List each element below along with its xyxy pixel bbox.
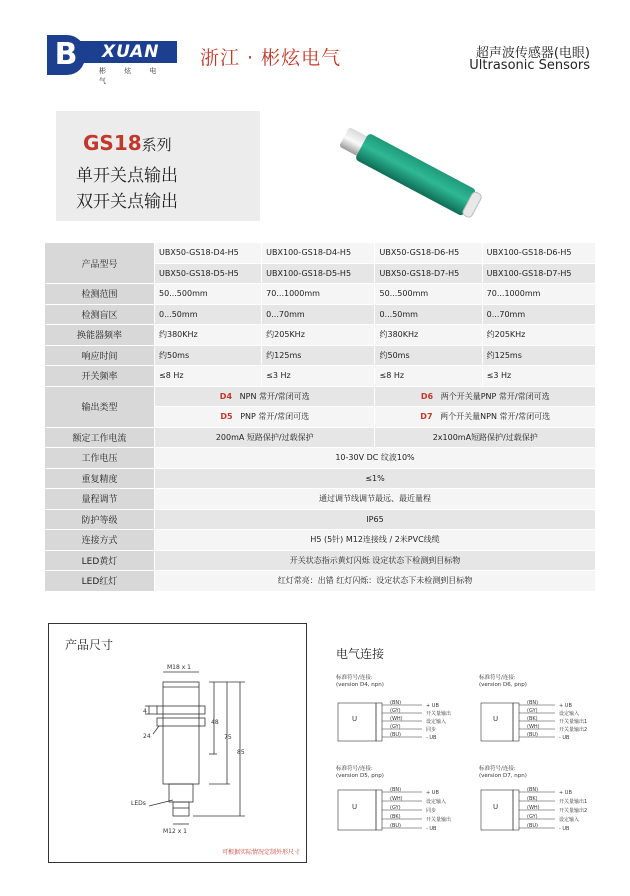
row-label: 检测范围 — [45, 284, 155, 305]
table-row — [45, 345, 596, 366]
row-label: 输出类型 — [45, 386, 155, 427]
row-label: LED黄灯 — [45, 550, 155, 571]
value-cell: ≤8 Hz — [375, 366, 482, 387]
signal-label: 开关量输出2 — [559, 808, 588, 814]
output-d4 — [155, 386, 375, 407]
row-label: 工作电压 — [45, 448, 155, 469]
signal-label: - UB — [559, 826, 570, 832]
signal-label: 同步 — [426, 727, 437, 733]
output-d5 — [155, 407, 375, 428]
table-row — [45, 366, 596, 387]
table-row — [45, 243, 596, 264]
row-label: 换能器频率 — [45, 325, 155, 346]
wiring-title-cn: 标准符号/连接: — [479, 675, 516, 681]
output-code: D5 — [220, 412, 233, 422]
signal-label: + UB — [559, 790, 572, 796]
wiring-title-cn: 标准符号/连接: — [479, 766, 516, 772]
table-row — [45, 509, 596, 530]
output-d6 — [375, 386, 596, 407]
dimension-drawing — [49, 624, 308, 864]
spec-table — [44, 242, 596, 592]
signal-label: 开关量输出2 — [559, 727, 588, 733]
electrical-title: 电气连接 — [336, 647, 385, 661]
pin-label: (BU) — [390, 732, 401, 738]
thread-top-label: M18 x 1 — [167, 664, 191, 671]
pin-label: (WH) — [390, 716, 403, 722]
series-code: GS18 — [83, 131, 142, 155]
table-row — [45, 530, 596, 551]
pin-label: (BK) — [390, 814, 401, 820]
table-row — [45, 571, 596, 592]
wiring-title-en: (version D7, npn) — [479, 772, 527, 779]
signal-label: - UB — [426, 826, 437, 832]
table-row — [45, 386, 596, 407]
value-cell: ≤3 Hz — [262, 366, 375, 387]
pin-label: (BU) — [527, 732, 538, 738]
value-cell: 0...50mm — [155, 304, 262, 325]
series-title — [83, 131, 172, 155]
pin-label: (WH) — [390, 796, 403, 802]
model-cell: UBX100-GS18-D6-H5 — [482, 243, 595, 264]
value-cell: 约50ms — [155, 345, 262, 366]
value-cell: 50...500mm — [375, 284, 482, 305]
dim-4-label: 4 — [143, 708, 147, 715]
leds-label: LEDs — [131, 800, 146, 807]
thread-bottom-label: M12 x 1 — [163, 828, 187, 835]
pin-label: (BK) — [527, 796, 538, 802]
value-cell: IP65 — [155, 509, 596, 530]
row-label: 连接方式 — [45, 530, 155, 551]
table-row — [45, 325, 596, 346]
output-text: NPN 常开/常闭可选 — [239, 391, 310, 401]
signal-label: 设定输入 — [426, 719, 447, 725]
wiring-svg — [336, 766, 476, 846]
dim-24-label: 24 — [143, 733, 151, 740]
output-d7 — [375, 407, 596, 428]
value-cell: 2x100mA短路保护/过载保护 — [375, 427, 596, 448]
row-label: 产品型号 — [45, 243, 155, 284]
wiring-diagram-d7 — [479, 766, 619, 846]
table-row — [45, 284, 596, 305]
pin-label: (WH) — [527, 805, 540, 811]
value-cell: 通过调节线调节最远、最近量程 — [155, 489, 596, 510]
output-code: D6 — [420, 391, 434, 401]
symbol-u: U — [493, 715, 499, 723]
intro-line-1: 单开关点输出 — [76, 166, 178, 186]
symbol-u: U — [352, 803, 358, 811]
value-cell: ≤3 Hz — [482, 366, 595, 387]
output-code: D4 — [219, 391, 233, 401]
row-label: 重复精度 — [45, 468, 155, 489]
dimension-panel — [48, 623, 307, 863]
signal-label: 开关量输出 — [426, 711, 452, 717]
wiring-title-cn: 标准符号/连接: — [336, 675, 373, 681]
model-cell: UBX100-GS18-D5-H5 — [262, 263, 375, 284]
signal-label: 开关量输出1 — [559, 799, 588, 805]
model-cell: UBX50-GS18-D4-H5 — [155, 243, 262, 264]
row-label: 额定工作电流 — [45, 427, 155, 448]
header-title-en: Ultrasonic Sensors — [469, 58, 590, 73]
wiring-title-en: (version D4, npn) — [336, 681, 384, 688]
wiring-diagram-d5 — [336, 766, 476, 846]
pin-label: (GY) — [527, 814, 538, 820]
output-text: 两个开关量PNP 常开/常闭可选 — [440, 391, 550, 401]
table-row — [45, 304, 596, 325]
pin-label: (GY) — [527, 708, 538, 714]
value-cell: 约125ms — [262, 345, 375, 366]
signal-label: 设定输入 — [426, 799, 447, 805]
wiring-svg — [336, 675, 476, 755]
signal-label: + UB — [426, 703, 439, 709]
series-suffix: 系列 — [141, 136, 172, 154]
value-cell: 70...1000mm — [482, 284, 595, 305]
row-label: 量程调节 — [45, 489, 155, 510]
table-row — [45, 489, 596, 510]
pin-label: (BU) — [527, 823, 538, 829]
signal-label: + UB — [426, 790, 439, 796]
pin-label: (BU) — [390, 823, 401, 829]
dimension-title: 产品尺寸 — [65, 638, 114, 652]
model-cell: UBX100-GS18-D4-H5 — [262, 243, 375, 264]
dim-48-label: 48 — [211, 719, 219, 726]
signal-label: 设定输入 — [559, 817, 580, 823]
pin-label: (BN) — [527, 787, 539, 793]
dim-85-label: 85 — [237, 749, 245, 756]
value-cell: 约50ms — [375, 345, 482, 366]
symbol-u: U — [493, 803, 499, 811]
signal-label: 开关量输出1 — [559, 719, 588, 725]
model-cell: UBX50-GS18-D6-H5 — [375, 243, 482, 264]
pin-label: (BN) — [390, 787, 402, 793]
signal-label: + UB — [559, 703, 572, 709]
dimension-note: 可根据实际情况定制外形尺寸 — [221, 849, 300, 856]
company-logo — [47, 35, 177, 85]
wiring-svg — [479, 675, 619, 755]
value-cell: 70...1000mm — [262, 284, 375, 305]
value-cell: 200mA 短路保护/过载保护 — [155, 427, 375, 448]
output-code: D7 — [420, 412, 433, 422]
pin-label: (BK) — [527, 716, 538, 722]
row-label: 防护等级 — [45, 509, 155, 530]
value-cell: 约205KHz — [262, 325, 375, 346]
signal-label: 设定输入 — [559, 711, 580, 717]
symbol-u: U — [352, 715, 358, 723]
pin-label: (BN) — [390, 700, 402, 706]
pin-label: (BN) — [527, 700, 539, 706]
output-text: 两个开关量NPN 常开/常闭可选 — [440, 412, 551, 422]
table-row — [45, 550, 596, 571]
wiring-diagram-d4 — [336, 675, 476, 755]
pin-label: (GY) — [390, 724, 401, 730]
sensor-image — [340, 112, 500, 242]
signal-label: - UB — [426, 735, 437, 741]
value-cell: ≤8 Hz — [155, 366, 262, 387]
table-row — [45, 427, 596, 448]
value-cell: ≤1% — [155, 468, 596, 489]
value-cell: 约380KHz — [155, 325, 262, 346]
wiring-title-en: (version D6, pnp) — [479, 681, 527, 688]
wiring-svg — [479, 766, 619, 846]
row-label: LED红灯 — [45, 571, 155, 592]
pin-label: (GY) — [390, 708, 401, 714]
value-cell: 约125ms — [482, 345, 595, 366]
header-title-cn: 超声波传感器(电眼) — [475, 46, 590, 61]
value-cell: 50...500mm — [155, 284, 262, 305]
value-cell: 约205KHz — [482, 325, 595, 346]
pin-label: (GY) — [390, 805, 401, 811]
model-cell: UBX100-GS18-D7-H5 — [482, 263, 595, 284]
value-cell: 0...50mm — [375, 304, 482, 325]
signal-label: - UB — [559, 735, 570, 741]
value-cell: 开关状态指示黄灯闪烁 设定状态下检测到目标物 — [155, 550, 596, 571]
wiring-diagram-d6 — [479, 675, 619, 755]
logo-b-mark: B — [47, 35, 85, 75]
dim-75-label: 75 — [224, 734, 232, 741]
wiring-title-en: (version D5, pnp) — [336, 772, 384, 779]
value-cell: 约380KHz — [375, 325, 482, 346]
logo-subtitle: 彬 炫 电 气 — [99, 67, 165, 85]
value-cell: 10-30V DC 纹波10% — [155, 448, 596, 469]
row-label: 响应时间 — [45, 345, 155, 366]
value-cell: 0...70mm — [262, 304, 375, 325]
model-cell: UBX50-GS18-D5-H5 — [155, 263, 262, 284]
signal-label: 同步 — [426, 808, 437, 814]
intro-line-2: 双开关点输出 — [76, 192, 178, 212]
value-cell: 0...70mm — [482, 304, 595, 325]
wiring-title-cn: 标准符号/连接: — [336, 766, 373, 772]
product-intro — [56, 111, 260, 221]
output-text: PNP 常开/常闭可选 — [240, 412, 310, 422]
table-row — [45, 448, 596, 469]
row-label: 开关频率 — [45, 366, 155, 387]
value-cell: H5 (5针) M12连接线 / 2米PVC线缆 — [155, 530, 596, 551]
brand-name: 浙江 · 彬炫电气 — [200, 47, 342, 69]
row-label: 检测盲区 — [45, 304, 155, 325]
table-row — [45, 468, 596, 489]
pin-label: (WH) — [527, 724, 540, 730]
logo-text: XUAN — [80, 41, 177, 63]
signal-label: 开关量输出 — [426, 817, 452, 823]
value-cell: 红灯常亮：出错 红灯闪烁：设定状态下未检测到目标物 — [155, 571, 596, 592]
model-cell: UBX50-GS18-D7-H5 — [375, 263, 482, 284]
